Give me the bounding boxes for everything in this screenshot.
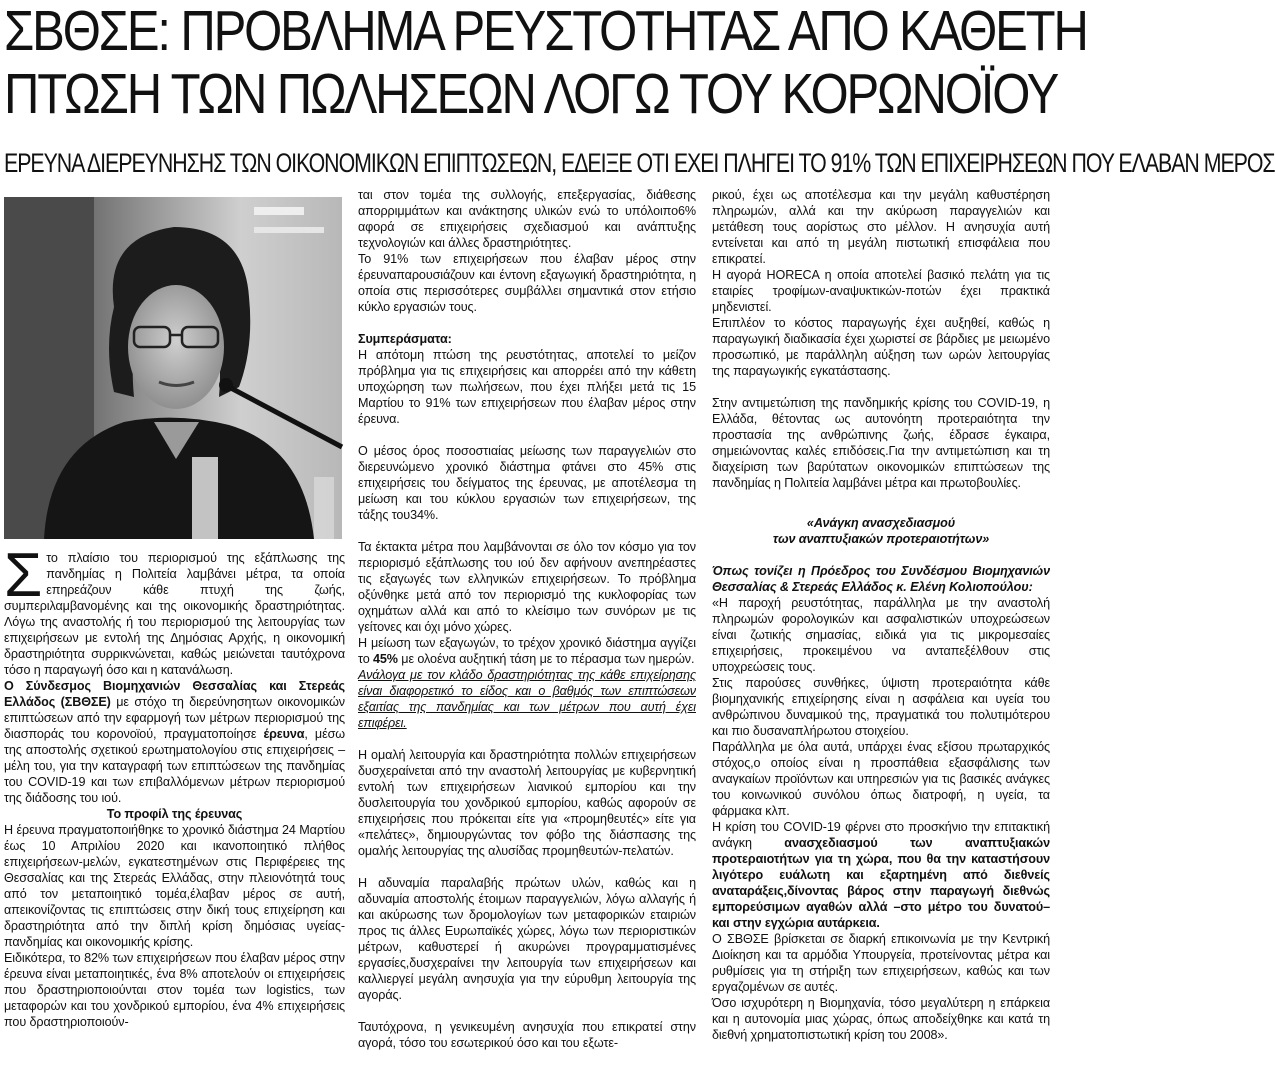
headline xyxy=(4,0,1087,126)
paragraph: Η απότομη πτώση της ρευστότητας, αποτελεί το μείζον πρόβλημα για τις επιχειρήσεις και απορρέει από την κάθετη υποχώρηση των πωλήσεων, που έχει πλήξει μετά τις 15 Μαρτίου το 91% των επιχειρήσεων που έλαβαν μέρος στην έρευνα. xyxy=(358,348,696,426)
paragraph: Η ομαλή λειτουργία και δραστηριότητα πολλών επιχειρήσεων δυσχεραίνεται από την αναστολή λειτουργίας με κυβερνητική εντολή των επιχειρήσεων λιανικού εμπορίου και την δυσλειτουργία του χονδρικού εμπορίου, καθώς αφορούν σε επιχειρήσεις που πρόκειται είτε για «προμηθευτές» είτε για «πελάτες», δημιουργώντας τον φόβο της διάσπασης της ομαλής λειτουργίας της αλυσίδας προμηθευτών-πελατών. xyxy=(358,748,696,858)
subheadline: ΕΡΕΥΝΑ ΔΙΕΡΕΥΝΗΣΗΣ ΤΩΝ ΟΙΚΟΝΟΜΙΚΩΝ ΕΠΙΠΤΩΣΕΩΝ, ΕΔΕΙΞΕ ΟΤΙ ΕΧΕΙ ΠΛΗΓΕΙ ΤΟ 91% ΤΩΝ ΕΠΙΧΕΙΡΗΣΕΩΝ ΠΟΥ ΕΛΑΒΑΝ ΜΕΡΟΣ xyxy=(4,148,1275,178)
paragraph: Τα έκτακτα μέτρα που λαμβάνονται σε όλο τον κόσμο για τον περιορισμό εξάπλωσης του ιού δεν αφήνουν ανεπηρέαστες τις εξαγωγές των ελληνικών επιχειρήσεων. Το πρόβλημα οξύνθηκε μετά από τον περιορισμό της κυκλοφορίας των οχημάτων αλλά και από το κλείσιμο των συνόρων με τις γείτονες και όχι μόνο χώρες. xyxy=(358,540,696,634)
paragraph: Παράλληλα με όλα αυτά, υπάρχει ένας εξίσου πρωταρχικός στόχος,ο οποίος είναι η προσπάθεια εξασφάλισης των αναγκαίων προϊόντων και υπηρεσιών για τις βασικές ανάγκες του κοινωνικού συνόλου όπως διατροφή, η υγεία, τα φάρμακα κλπ. xyxy=(712,740,1050,818)
paragraph xyxy=(358,635,696,667)
paragraph: Η αδυναμία παραλαβής πρώτων υλών, καθώς και η αδυναμία αποστολής έτοιμων παραγγελιών, λόγω αλλαγής ή και ακύρωσης των δρομολογίων των μεταφορικών εταιριών προς τις άλλες Ευρωπαϊκές χώρες, λόγω των περιοριστικών μέτρων, καθυστερεί ή ακυρώνει προγραμματισμένες εργασίες,δυσχεραίνει την λειτουργία των επιχειρήσεων και καλλιεργεί μεγάλη ανησυχία για την εύρυθμη λειτουργία της αγοράς. xyxy=(358,876,696,1002)
bold-text: 45% xyxy=(373,652,398,666)
bold-text: έρευνα xyxy=(263,727,305,741)
article-column-1 xyxy=(4,541,346,1030)
paragraph: Στην αντιμετώπιση της πανδημικής κρίσης του COVID-19, η Ελλάδα, θέτοντας ως αυτονόητη προτεραιότητα την προστασία της ανθρώπινης ζωής, έδρασε έγκαιρα, σημειώνοντας καλές επιδόσεις.Για την αντιμετώπιση και τη διαχείριση των βαρύτατων οικονομικών επιπτώσεων της πανδημίας η Πολιτεία λαμβάνει μέτρα και πρωτοβουλίες. xyxy=(712,396,1050,490)
paragraph: Ειδικότερα, το 82% των επιχειρήσεων που έλαβαν μέρος στην έρευνα είναι μεταποιητικές, ένα 8% αποτελούν οι επιχειρήσεις που δραστηριοποιούνται στον τομέα των logistics, των μεταφορών και του χονδρικού εμπορίου, ένα 4% επιχειρήσεις που δραστηριοποιούν- xyxy=(4,951,345,1029)
paragraph-text: με στόχο τη διερεύνησητων οικονομικών επιπτώσεων από την εφαρμογή των μέτρων περιορισμού της διασποράς του κορονοϊού, πραγματοποίησε xyxy=(4,695,346,741)
paragraph: Το 91% των επιχειρήσεων που έλαβαν μέρος στην έρευναπαρουσιάζουν και έντονη εξαγωγική δραστηριότητα, η οποία στις περισσότερες συμβάλλει σημαντικά στον ετήσιο κύκλο εργασιών τους. xyxy=(358,252,696,314)
bold-text: Ο Σύνδεσμος Βιομηχανιών Θεσσαλίας και Στερεάς Ελλάδος (ΣΒΘΣΕ) xyxy=(4,679,345,709)
article-column-2 xyxy=(358,187,696,1051)
paragraph: «Η παροχή ρευστότητας, παράλληλα με την αναστολή πληρωμών φορολογικών και ασφαλιστικών υποχρεώσεων είναι ζωτικής σημασίας, ειδικά για τις μικρομεσαίες επιχειρήσεις, προκειμένου να ανταπεξέλθουν στις υποχρεώσεις τους. xyxy=(712,596,1050,674)
paragraph: Ταυτόχρονα, η γενικευμένη ανησυχία που επικρατεί στην αγορά, τόσο του εσωτερικού όσο και του εξωτε- xyxy=(358,1020,696,1050)
paragraph: Ο ΣΒΘΣΕ βρίσκεται σε διαρκή επικοινωνία με την Κεντρική Διοίκηση και τα αρμόδια Υπουργεία, προτείνοντας μέτρα και ρυθμίσεις για τη στήριξη των επιχειρήσεων, καθώς και των εργαζομένων σε αυτές. xyxy=(712,932,1050,994)
drop-cap: Σ xyxy=(4,541,43,610)
paragraph xyxy=(4,678,345,806)
paragraph-text: Η κρίση του COVID-19 φέρνει στο προσκήνιο την επιτακτική ανάγκη xyxy=(712,820,1050,850)
section-heading-line-2: των αναπτυξιακών προτεραιοτήτων» xyxy=(772,532,990,546)
paragraph-text: με ολοένα αυξητική τάση με το πέρασμα των ημερών. xyxy=(397,652,695,666)
portrait-photo-drawing xyxy=(4,197,342,539)
section-heading: Το προφίλ της έρευνας xyxy=(106,807,243,821)
headline-line-2: ΠΤΩΣΗ ΤΩΝ ΠΩΛΗΣΕΩΝ ΛΟΓΩ ΤΟΥ ΚΟΡΩΝΟΪΟΥ xyxy=(4,62,1058,126)
paragraph xyxy=(712,819,1050,931)
paragraph: ται στον τομέα της συλλογής, επεξεργασίας, διάθεσης απορριμμάτων και ανάκτησης υλικών ενώ το υπόλοιπο6% αφορά σε επιχειρήσεις σχεδιασμού και ανάπτυξης τεχνολογιών και άλλες δραστηριότητες. xyxy=(358,188,696,250)
paragraph-text: , μέσω της αποστολής σχετικού ερωτηματολογίου στις επιχειρήσεις – μέλη του, για την καταγραφή των επιπτώσεων της πανδημίας του COVID-19 και των επιβαλλόμενων μέτρων περιορισμού της διάδοσης του ιού. xyxy=(4,727,345,805)
paragraph: Ο μέσος όρος ποσοστιαίας μείωσης των παραγγελιών στο διερευνώμενο χρονικό διάστημα φτάνει στο 45% στις επιχειρήσεις του δείγματος της έρευνας, με αποτέλεσμα τη μείωση και του κύκλου εργασιών των επιχειρήσεων, της τάξης του34%. xyxy=(358,444,696,522)
bold-text: ανασχεδιασμού των αναπτυξιακών προτεραιοτήτων για τη χώρα, που θα την καταστήσουν λιγότερο ευάλωτη και εξαρτημένη από διεθνείς αναταράξεις,δίνοντας βάρος στην παραγωγή διεθνώς εμπορεύσιμων αγαθών αλλά –στο μέτρο του δυνατού– και στην εγχώρια αυτάρκεια. xyxy=(712,836,1050,930)
paragraph: ρικού, έχει ως αποτέλεσμα και την μεγάλη καθυστέρηση πληρωμών, αλλά και την ακύρωση παραγγελιών και μετάθεση τους αορίστως στο μέλλον. Η ανησυχία αυτή εντείνεται και από τη μεγάλη πιστωτική επισφάλεια που επικρατεί. xyxy=(712,188,1050,266)
section-heading-line-1: «Ανάγκη ανασχεδιασμού xyxy=(806,516,956,530)
portrait-photo xyxy=(4,197,342,539)
section-heading: Συμπεράσματα: xyxy=(358,332,452,346)
paragraph-text: Η μείωση των εξαγωγών, το τρέχον χρονικό διάστημα αγγίζει το xyxy=(358,636,696,666)
paragraph: Η αγορά HORECA η οποία αποτελεί βασικό πελάτη για τις εταιρίες τροφίμων-αναψυκτικών-ποτών έχει πρακτικά μηδενιστεί. xyxy=(712,268,1050,314)
article-column-3 xyxy=(712,187,1050,1043)
underlined-paragraph: Ανάλογα με τον κλάδο δραστηριότητας της κάθε επιχείρησης είναι διαφορετικό το είδος και ο βαθμός των επιπτώσεων εξαιτίας της πανδημίας και των μέτρων που αυτή έχει επιφέρει. xyxy=(358,668,696,730)
paragraph: Όσο ισχυρότερη η Βιομηχανία, τόσο μεγαλύτερη η επάρκεια και η αυτονομία μιας χώρας, όπως αποδείχθηκε και κατά τη διεθνή χρηματοπιστωτική κρίση του 2008». xyxy=(712,996,1050,1042)
paragraph-text: το πλαίσιο του περιορισμού της εξάπλωσης της πανδημίας η Πολιτεία λαμβάνει μέτρα, τα οποία επηρεάζουν κάθε πτυχή της ζωής, συμπεριλαμβανομένης και της οικονομικής δραστηριότητας. Λόγω της αναστολής ή του περιορισμού της λειτουργίας των επιχειρήσεων με εντολή της Δημόσιας Αρχής, η οικονομική δραστηριότητα συρρικνώνεται, καθώς μειώνεται ταυτόχρονα τόσο η παραγωγή όσο και η κατανάλωση. xyxy=(4,551,345,677)
quote-intro: Όπως τονίζει η Πρόεδρος του Συνδέσμου Βιομηχανιών Θεσσαλίας & Στερεάς Ελλάδος κ. Ελένη Κολιοπούλου: xyxy=(712,564,1050,594)
headline-line-1: ΣΒΘΣΕ: ΠΡΟΒΛΗΜΑ ΡΕΥΣΤΟΤΗΤΑΣ ΑΠΟ ΚΑΘΕΤΗ xyxy=(4,0,1087,63)
paragraph: Η έρευνα πραγματοποιήθηκε το χρονικό διάστημα 24 Μαρτίου έως 10 Απριλίου 2020 και ικανοποιητικό πλήθος επιχειρήσεων-μελών, εγκατεστημένων στις Περιφέρειες της Θεσσαλίας και της Στερεάς Ελλάδας, στην πλειονότητά τους από τον μεταποιητικό τομέα,έλαβαν μέρος σε αυτή, απεικονίζοντας τις επιπτώσεις στην δική τους επιχείρηση και δραστηριότητα από την διπλή κρίση δημόσιας υγείας-πανδημίας και οικονομικής κρίσης. xyxy=(4,823,345,949)
paragraph xyxy=(4,541,345,678)
paragraph: Επιπλέον το κόστος παραγωγής έχει αυξηθεί, καθώς η παραγωγική διαδικασία έχει χωριστεί σε βάρδιες με μειωμένο προσωπικό, με παράλληλη αύξηση των ωρών λειτουργίας της παραγωγικής εγκατάστασης. xyxy=(712,316,1050,378)
paragraph: Στις παρούσες συνθήκες, ύψιστη προτεραιότητα κάθε βιομηχανικής επιχείρησης είναι η ασφάλεια και υγεία του ανθρώπινου δυναμικού της, πραγματικά του πολυτιμότερου και πιο δυσαναπλήρωτου στοιχείου. xyxy=(712,676,1050,738)
section-heading xyxy=(712,515,1050,547)
